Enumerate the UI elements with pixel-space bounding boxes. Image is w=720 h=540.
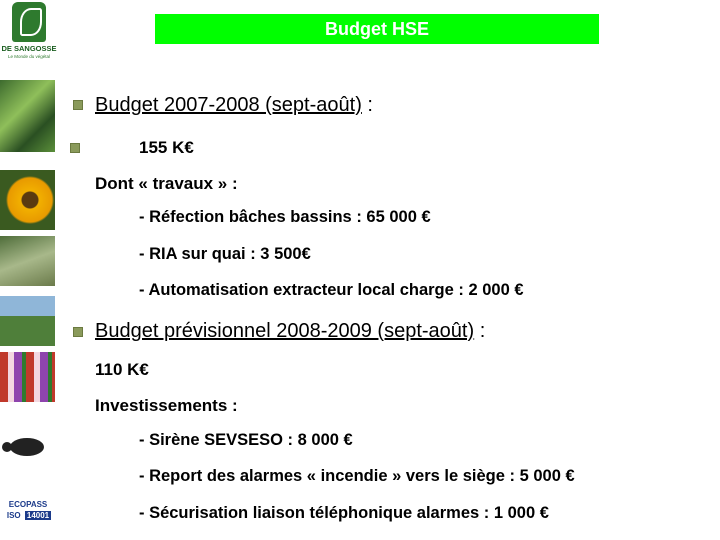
section1-item-2: - RIA sur quai : 3 500€ bbox=[139, 245, 311, 263]
iso-label bbox=[0, 511, 56, 520]
bullet-icon bbox=[70, 143, 80, 153]
bullet-icon bbox=[73, 100, 83, 110]
section1-heading-text: Budget 2007-2008 (sept-août) bbox=[95, 94, 362, 116]
people-photo bbox=[0, 80, 55, 152]
section1-heading bbox=[95, 94, 373, 117]
section1-item-3: - Automatisation extracteur local charge : 2 000 € bbox=[139, 281, 524, 299]
section2-group-label: Investissements : bbox=[95, 396, 238, 415]
logo-tagline: Le Monde du végétal bbox=[7, 54, 51, 59]
flowers-photo bbox=[0, 352, 55, 402]
insect-photo bbox=[0, 236, 55, 286]
section1-heading-suffix: : bbox=[361, 94, 373, 116]
iso-text: ISO bbox=[6, 511, 21, 520]
image-sidebar bbox=[0, 0, 58, 540]
section2-heading-text: Budget prévisionnel 2008-2009 (sept-août) bbox=[95, 320, 475, 342]
section1-group-label: Dont « travaux » : bbox=[95, 174, 238, 193]
section2-item-3: - Sécurisation liaison téléphonique alarmes : 1 000 € bbox=[139, 504, 549, 522]
section2-item-2: - Report des alarmes « incendie » vers le siège : 5 000 € bbox=[139, 467, 575, 485]
ant-icon bbox=[10, 438, 44, 456]
section1-total: 155 K€ bbox=[139, 138, 194, 157]
section2-total: 110 K€ bbox=[95, 360, 149, 379]
company-logo bbox=[0, 0, 58, 64]
sunflower-photo bbox=[0, 170, 55, 230]
leaf-icon bbox=[12, 2, 46, 42]
ecopass-label: ECOPASS bbox=[8, 500, 48, 509]
section2-heading-suffix: : bbox=[474, 320, 486, 342]
section2-item-1: - Sirène SEVSESO : 8 000 € bbox=[139, 431, 353, 449]
bullet-icon bbox=[73, 327, 83, 337]
ant-photo bbox=[0, 420, 55, 476]
section2-heading bbox=[95, 320, 485, 343]
section1-item-1: - Réfection bâches bassins : 65 000 € bbox=[139, 208, 431, 226]
ecopass-iso-badge bbox=[0, 500, 56, 538]
field-photo bbox=[0, 296, 55, 346]
logo-name: DE SANGOSSE bbox=[1, 44, 57, 53]
iso-number: 14001 bbox=[26, 511, 50, 520]
slide-title: Budget HSE bbox=[155, 14, 599, 44]
